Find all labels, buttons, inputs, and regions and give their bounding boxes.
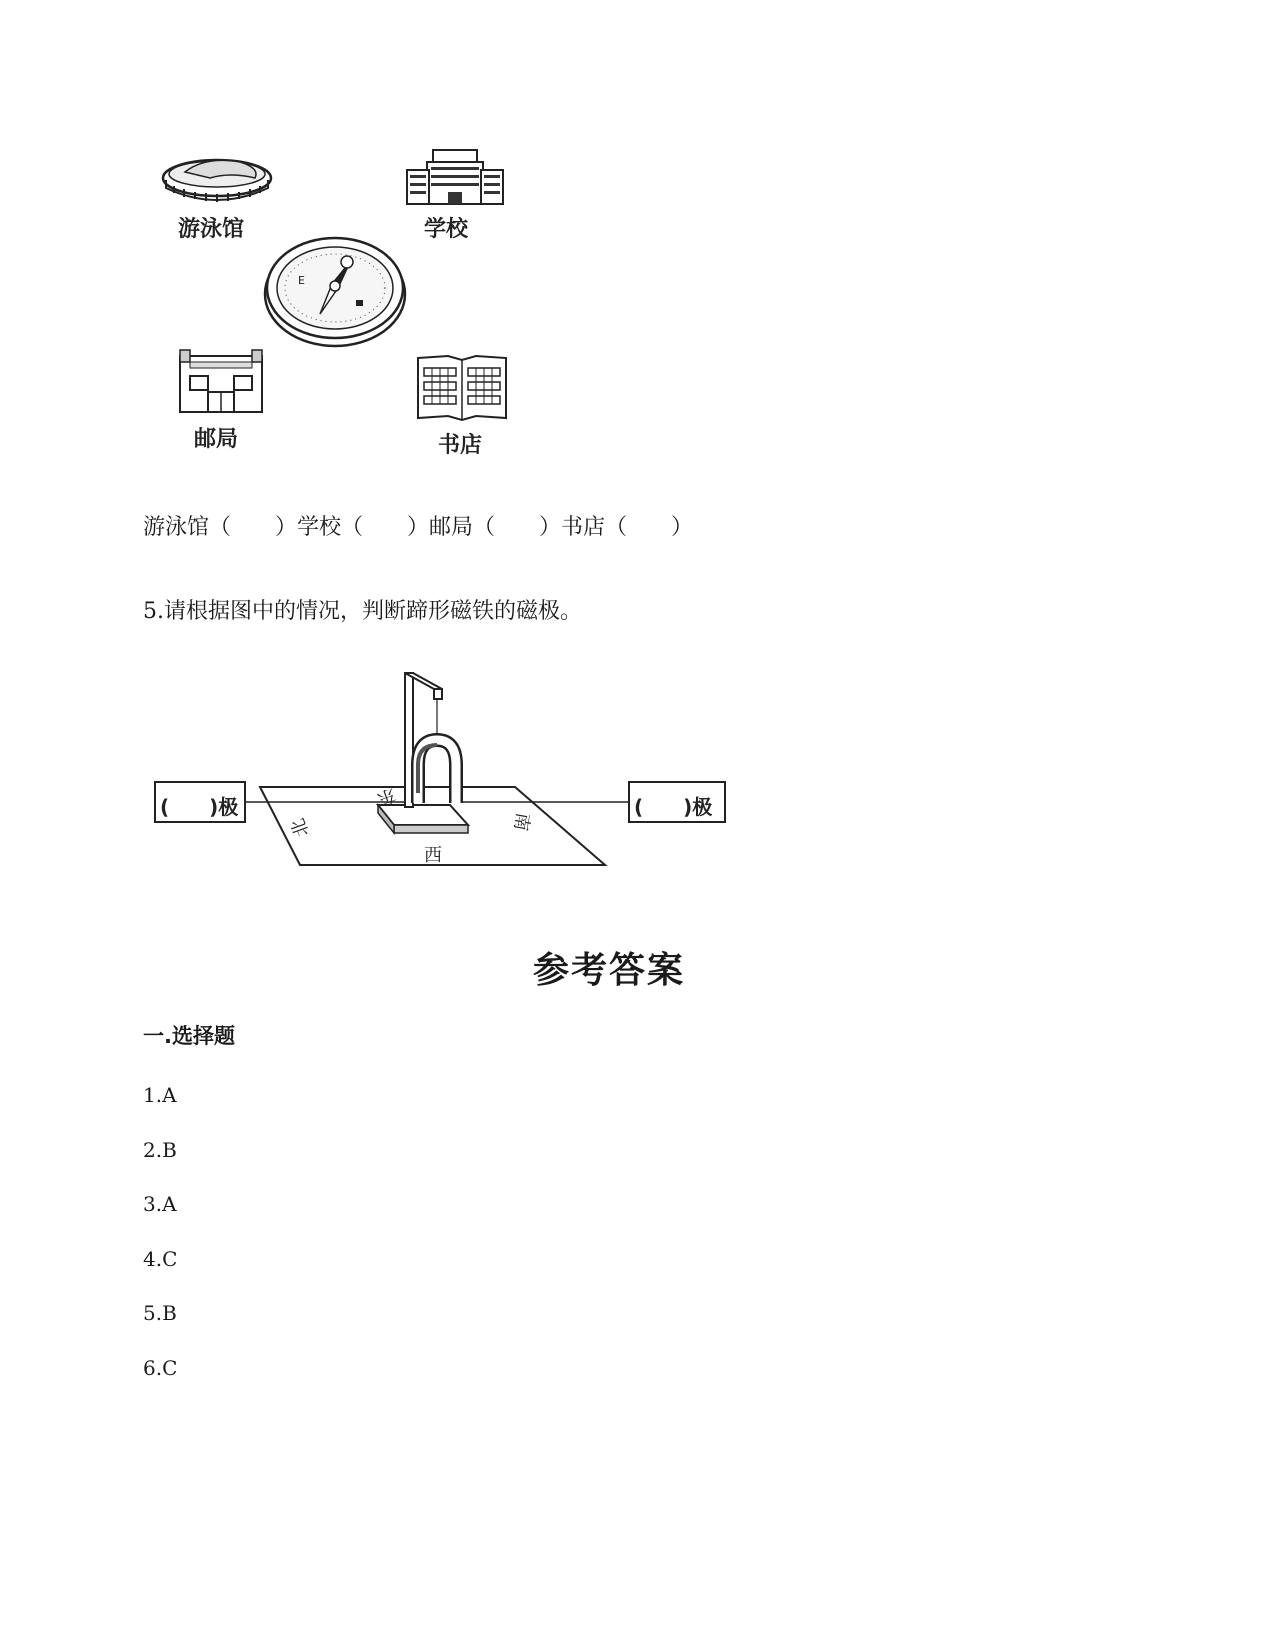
answer-item-1: 1.A: [143, 1083, 177, 1107]
answer-title: 参考答案: [533, 949, 686, 991]
left-pole-box: [154, 781, 246, 823]
post-office-label: 邮局: [194, 427, 239, 452]
right-pole-box: [628, 781, 726, 823]
school-drawing: [405, 148, 505, 206]
compass-letter-e: E: [298, 274, 305, 287]
direction-east: 东: [374, 783, 399, 810]
answer-item-5: 5.B: [143, 1301, 177, 1325]
answer-item-4: 4.C: [143, 1247, 178, 1271]
compass-buildings-figure: [150, 140, 530, 470]
answer-item-3: 3.A: [143, 1192, 177, 1216]
question4-blanks: 游泳馆（ ）学校（ ）邮局（ ）书店（ ）: [143, 515, 694, 540]
bookstore-drawing: [414, 352, 510, 422]
direction-south: 南: [509, 811, 534, 833]
answer-item-6: 6.C: [143, 1356, 178, 1380]
school-label: 学校: [424, 217, 469, 242]
direction-west: 西: [424, 845, 442, 866]
question5-text: 5.请根据图中的情况，判断蹄形磁铁的磁极。: [143, 599, 582, 624]
post-office-drawing: [178, 348, 264, 414]
magnet-figure: [150, 665, 730, 875]
compass-drawing: [262, 228, 408, 350]
bookstore-label: 书店: [438, 433, 483, 458]
direction-north: 北: [287, 815, 314, 840]
answer-item-2: 2.B: [143, 1138, 177, 1162]
left-pole-label: ( )极: [160, 795, 239, 819]
swimming-pool-label: 游泳馆: [178, 217, 245, 242]
right-pole-label: ( )极: [634, 795, 713, 819]
section-title: 一.选择题: [143, 1024, 235, 1048]
swimming-pool-drawing: [160, 148, 275, 208]
